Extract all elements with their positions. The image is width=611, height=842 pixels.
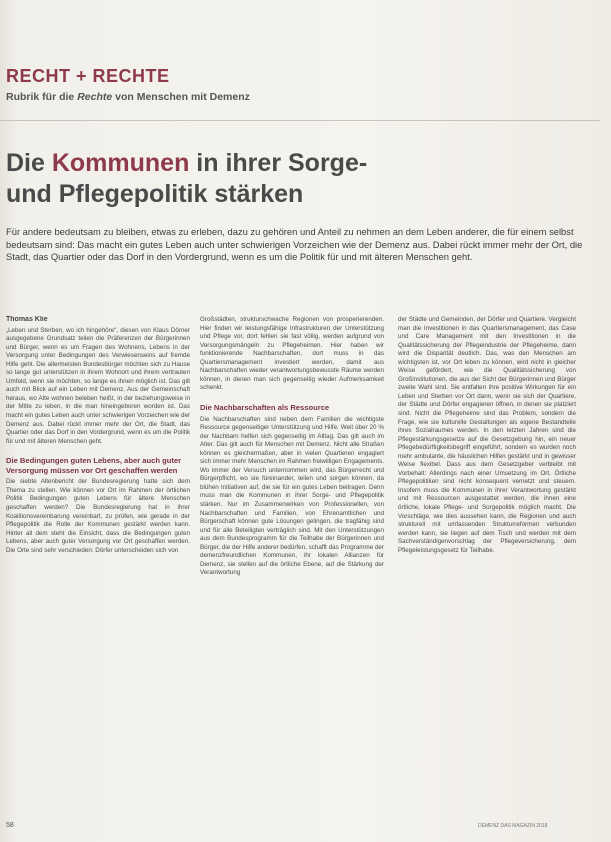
column-2-paragraph-1: Großstädten, strukturschwache Regionen von prosperierenden. Hier finden wir leistungsfähige Infrastrukturen der Unterstützung und Pflege vor, dort fehlen sie fast völlig, werden aufgrund von Versorgungsmängeln zu Pflegeheimen. Hier haben wir funktionierende Nachbarschaften, dort muss in das Quartiersmanagement investiert werden, damit aus Nachbarschaften wieder verantwortungsbewusste Räume werden können, in denen man sich gegenseitig wieder Aufmerksamkeit schenkt. <box>200 316 384 392</box>
section-heading-neighborhoods: Die Nachbarschaften als Ressource <box>200 402 330 412</box>
headline-highlight: Kommunen <box>51 149 190 177</box>
article-lead: Für andere bedeutsam zu bleiben, etwas zu erleben, dazu zu gehören und Anteil zu nehmen an dem Leben anderer, die für einem selbst bedeutsam sind: Das macht ein gutes Leben auch unter schwierigen Vorzeichen wie der Demenz aus. Dabei rückt immer mehr der Ort, die Stadt, das Quartier oder das Dorf in den Vordergrund, wenn es um die Politik für und mit älteren Menschen geht. <box>6 226 583 263</box>
article-headline <box>6 148 596 210</box>
rubric-subtitle-emphasis: Rechte <box>77 91 113 103</box>
column-1-paragraph-1: „Leben und Sterben, wo ich hingehöre“, diesen von Klaus Dörner ausgegebene Grundsatz teilen die Präferenzen der Bürgerinnen und Bürger, wenn es um Fragen des Wohnens, Lebens in der Versorgung unter Bedingungen des Verwiesenseins auf fremde Hilfe geht. Die allermeisten Bundesbürger möchten sich zu Hause so lange gut unterstützen in ihrem Wohnort und ihrem vertrauten Umfeld, wenn sie möchten, so lange es ihnen möglich ist. Das gilt auch mit Blick auf ein Leben mit Demenz. Aus der Gemeinschaft heraus, wo Alte wohnen beleben heißt, in der beziehungsweise in der Mitte zu leben, in die man hineingeboren worden ist. Das macht ein gutes Leben auch unter schwierigen Vorzeichen wie der Demenz aus. Dabei rückt immer mehr der Ort, die Stadt, das Quartier oder das Dorf in den Vordergrund, wenn es um die Politik für und mit älteren Menschen geht. <box>6 326 190 445</box>
text-column-3 <box>398 316 576 816</box>
text-column-1 <box>6 316 190 816</box>
section-divider <box>0 120 600 121</box>
headline-line2: und Pflegepolitik stärken <box>6 180 304 208</box>
section-heading-conditions: Die Bedingungen guten Lebens, aber auch guter Versorgung müssen vor Ort geschaffen werden <box>6 456 182 475</box>
headline-part2: in ihrer Sorge- <box>189 149 368 177</box>
headline-part1: Die <box>6 149 52 177</box>
page-number: 58 <box>6 822 14 829</box>
column-2-paragraph-2: Die Nachbarschaften sind neben dem Familien die wichtigste Ressource gegenseitiger Unterstützung und Hilfe. Weit über 20 % der Nachbarn helfen sich gegenseitig im Alltag. Das gilt auch im Alter. Das gilt auch für Menschen mit Demenz. Nicht alle Straßen können es gleichermaßen, aber in vielen Quartieren engagiert sich immer mehr Menschen im Rahmen freiwilligen Engagements. Wo immer der Versuch unternommen wird, das Bürgerrecht und Bürgerpflicht, wo sie füreinander, teilen und sorgen können, da blühen Initiativen auf, die sie für ein gutes Leben beitragen. Denn muss man die Kommunen in ihrer Sorge- und Pflegepolitik stärken. Nur im Zusammenwirken von Professionellen, von Nachbarschaften und Familien, von Ehrenamtlichen und Bürgerschaft können gute Lösungen gelingen, die tragfähig sind und für alle Beteiligten verträglich sind. Mit den Unterstützungen aus dem Bundesprogramm für die Teilhabe der Bürgerinnen und Bürger, die der Hilfe anderer bedürfen, schafft das Programme der demenzfreundlichen Kommunen, ihr lokalen Allianzen für Demenz, sie stellen auf die örtliche Ebene, auf die Stärkung der Verantwortung <box>200 415 384 577</box>
text-column-2 <box>200 316 384 816</box>
column-1-paragraph-2: Die siebte Altenbericht der Bundesregierung hatte sich dem Thema zu stellen. Wie können vor Ort im Rahmen der örtlichen Politik Bedingungen guten Lebens für ältere Menschen geschaffen werden? Die Bundesregierung hat in ihrer Koalitionsvereinbarung vereinbart, zu prüfen, wie gerade in der Pflegepolitik die Rolle der Kommunen gestärkt werden kann. Hinter all dem steht die Einsicht, dass die Bedingungen guten Lebens, aber auch guter Versorgung vor Ort geschaffen werden. Die Orte sind sehr verschieden: Dörfer unterscheiden sich von <box>6 478 190 554</box>
author-name: Thomas Klie <box>6 316 48 323</box>
rubric-subtitle <box>6 91 250 103</box>
rubric-subtitle-suffix: von Menschen mit Demenz <box>112 91 250 103</box>
journal-footer: DEMENZ DAS MAGAZIN 2018 <box>478 823 548 829</box>
rubric-title: RECHT + RECHTE <box>6 66 170 86</box>
column-3-paragraph-1: der Städte und Gemeinden, der Dörfer und Quartiere. Vergleicht man die Investitionen in das Quartiersmanagement, das Case und Care Management mit den Investitionen in die Qualitätssicherung der Pflegeindustrie der Pflegeheime, dann wird die Disparität deutlich. Das, was den Menschen am wichtigsten ist, vor Ort leben zu können, wird nicht in gleicher Weise gefördert, wie die Qualitätssicherung von Großinstitutionen, die aus der Sicht der Bürgerinnen und Bürger zweite Wahl sind. Sie entfalten ihre positive Wirkungen für ein Leben und Sterben vor Ort dann, wenn sie sich der Quartiere, der Städte und Dörfer engagieren öffnen, in denen sie platziert sind. Nicht die Pflegeheime sind das Problem, sondern die Frage, wie sie kulturelle Gestaltungen als eigene Bestandteile ihres Sozialraumes werden. In den letzten Jahren sind die Pflegestärkungsgesetze auf die Gesetzgebung hin, ein neuer Pflegebedürftigkeitsbegriff eingeführt, sondern es wurden noch mehr ambulante, die häuslichen Hilfen gestärkt und in gewisser Weise flexibel. Dass aus dem Gesetzgeber verbleibt mit Vorbehalt: Allerdings nach einer Umsetzung im Ort. Örtliche Pflegepolitiken sind nicht konsequent vernetzt und steuern. Insofern muss die Kommunen in ihrer Verantwortung gestärkt und mit Ressourcen ausgestattet werden, die ihnen eine örtliche, lokale Pflege- und Sorgepolitik möglich macht. Die Vorschläge, wie dies aussehen kann, die Regionen und auch strukturell mit umfassenden Strukturreformen verbunden werden kann, sie liegen auf dem Tisch und werden mit dem Sachverständigenvorschlag der Pflegeversicherung, dem Pflegeleistungsgesetz für Teilhabe. <box>398 316 576 554</box>
rubric-subtitle-prefix: Rubrik für die <box>6 91 78 103</box>
